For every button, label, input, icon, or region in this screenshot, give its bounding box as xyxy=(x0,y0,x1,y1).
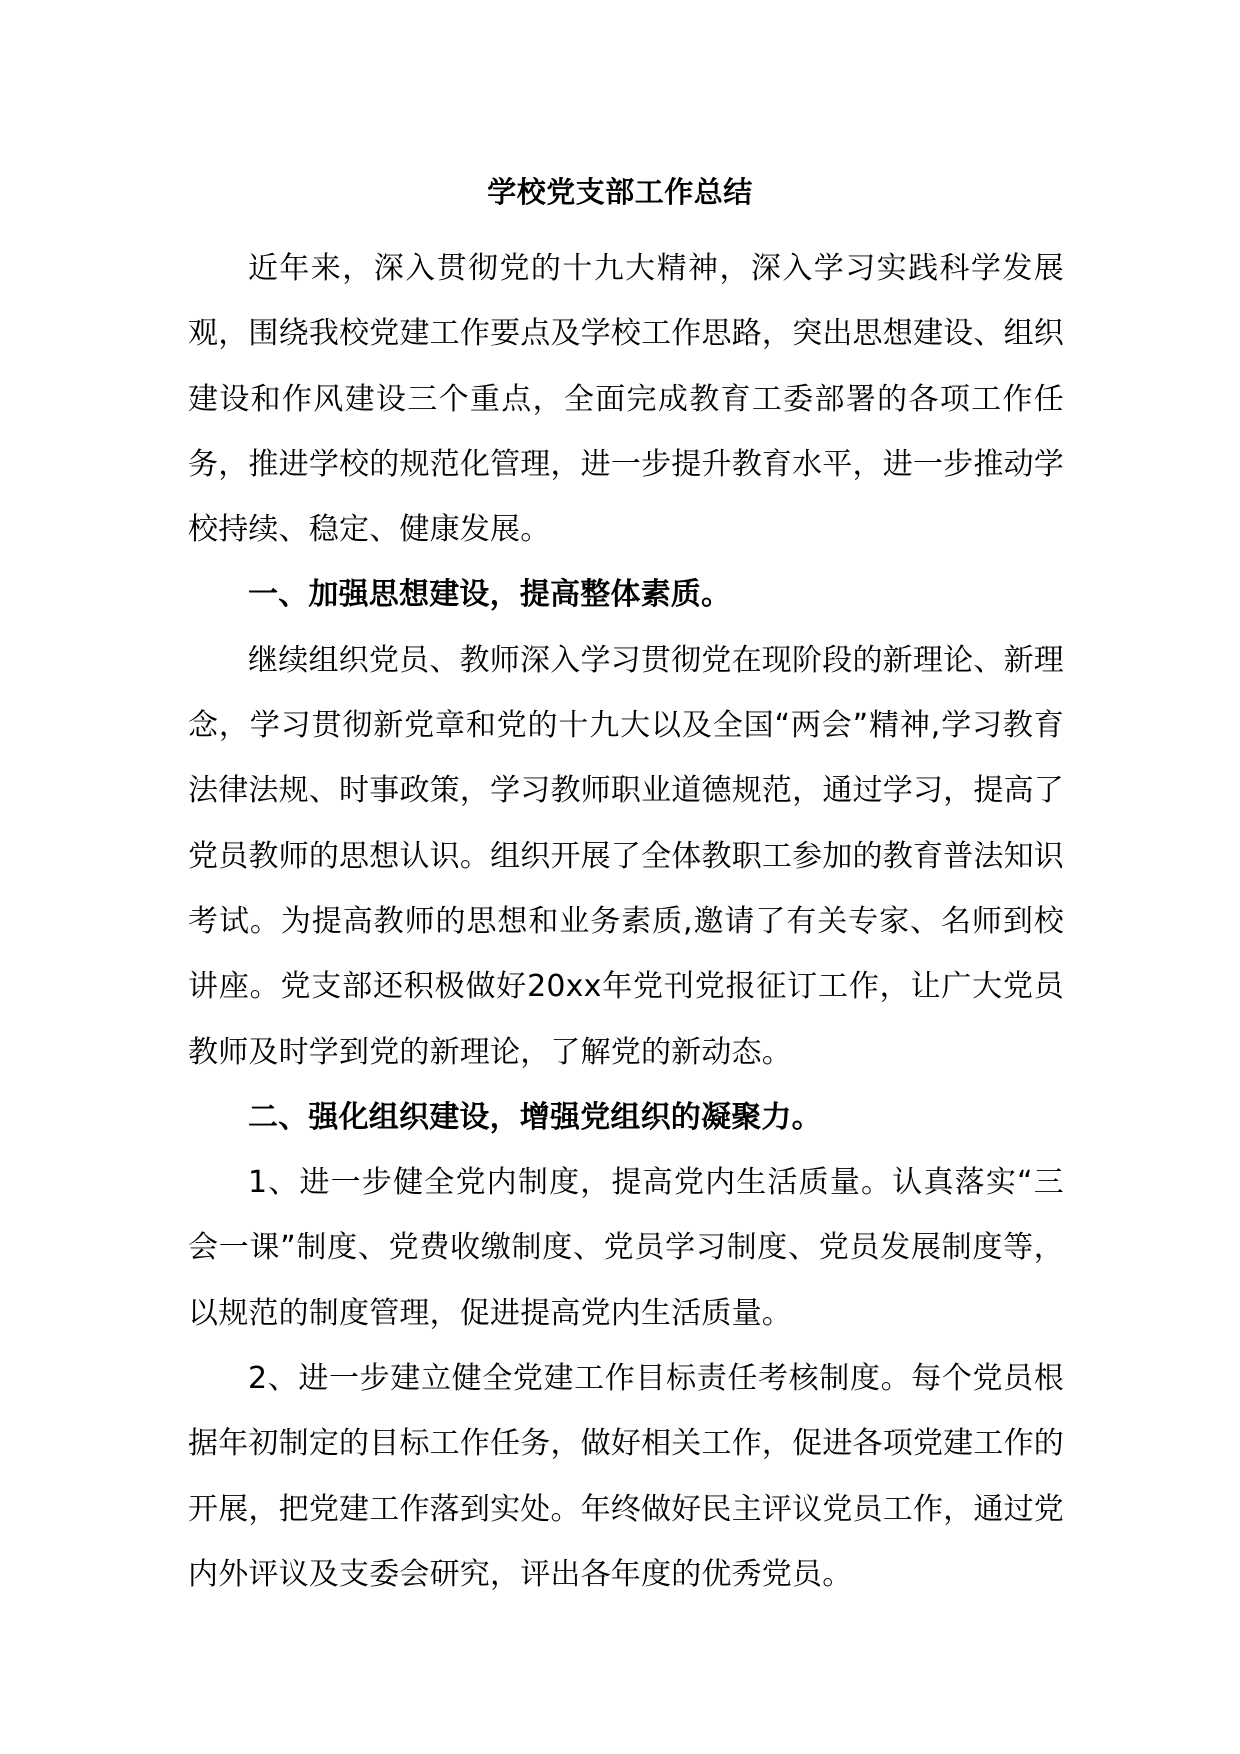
section-2-item-1: 1、进一步健全党内制度，提高党内生活质量。认真落实“三会一课”制度、党费收缴制度、党员学习制度、党员发展制度等，以规范的制度管理，促进提高党内生活质量。 xyxy=(188,1165,1064,1331)
section-2-item-2: 2、进一步建立健全党建工作目标责任考核制度。每个党员根据年初制定的目标工作任务，做好相关工作，促进各项党建工作的开展，把党建工作落到实处。年终做好民主评议党员工作，通过党内外评议及支委会研究，评出各年度的优秀党员。 xyxy=(188,1361,1064,1592)
section-heading-2: 二、强化组织建设，增强党组织的凝聚力。 xyxy=(248,1099,822,1135)
intro-paragraph: 近年来，深入贯彻党的十九大精神，深入学习实践科学发展观，围绕我校党建工作要点及学校工作思路，突出思想建设、组织建设和作风建设三个重点，全面完成教育工委部署的各项工作任务，推进学校的规范化管理，进一步提升教育水平，进一步推动学校持续、稳定、健康发展。 xyxy=(188,251,1064,548)
section-1-paragraph: 继续组织党员、教师深入学习贯彻党在现阶段的新理论、新理念，学习贯彻新党章和党的十九大以及全国“两会”精神,学习教育法律法规、时事政策，学习教师职业道德规范，通过学习，提高了党员教师的思想认识。组织开展了全体教职工参加的教育普法知识考试。为提高教师的思想和业务素质,邀请了有关专家、名师到校讲座。党支部还积极做好20xx年党刊党报征订工作，让广大党员教师及时学到党的新理论，了解党的新动态。 xyxy=(188,642,1064,1070)
document-body xyxy=(188,236,1064,1607)
document-title: 学校党支部工作总结 xyxy=(487,175,753,209)
section-heading-1: 一、加强思想建设，提高整体素质。 xyxy=(248,577,732,613)
